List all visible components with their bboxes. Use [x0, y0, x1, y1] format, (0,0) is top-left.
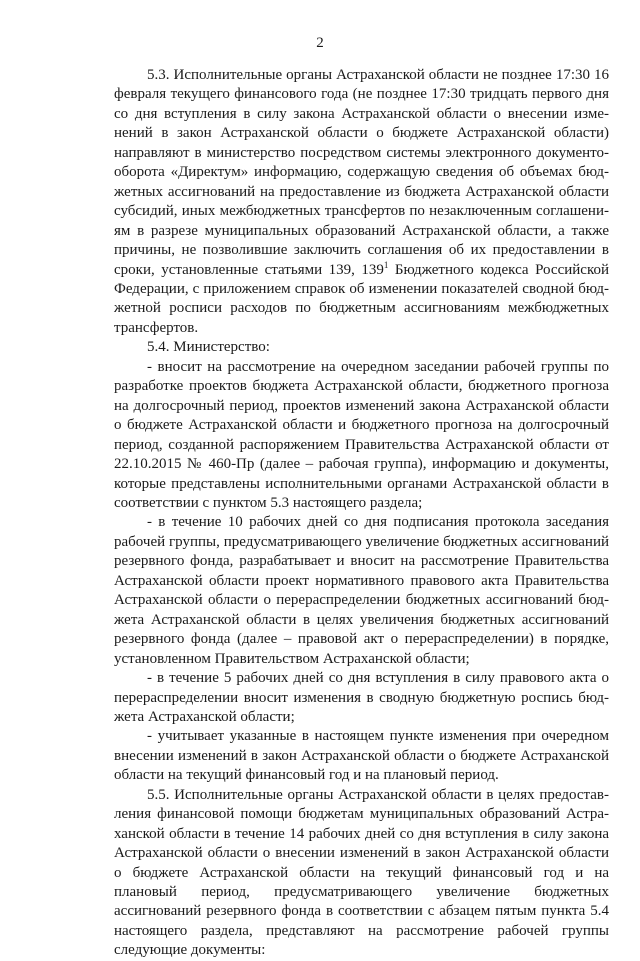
paragraph-5-4-item-budget-schedule: - в течение 5 рабочих дней со дня вступления в силу правового акта о перераспределении вносит изменения в сводную бюджетную роспись бюджета Астраханской области; [114, 670, 609, 725]
article-superscript: 1 [383, 259, 389, 270]
paragraph-5-3 [114, 66, 609, 338]
page-number: 2 [316, 35, 324, 51]
document-body [114, 66, 609, 961]
paragraph-5-4-item-submit: - вносит на рассмотрение на очередном заседании рабочей группы по разработке проектов бюджета Астраханской области, бюджетного прогноза на долгосрочный период, проектов изменений закона Астраханской области о бюджете Астраханской области и бюджетного прогноза на долгосрочный период, созданной распоряжением Правительства Астраханской области от 22.10.2015 № 460-Пр (далее – рабочая группа), информацию и документы, которые представлены исполнительными органами Астраханской области в соответствии с пунктом 5.3 настоящего раздела; [114, 358, 609, 511]
paragraph-5-4-item-law-changes: - учитывает указанные в настоящем пункте изменения при очередном внесении изменений в закон Астраханской области о бюджете Астраханской области на текущий финансовый год и на плановый период. [114, 728, 609, 784]
paragraph-5-3-text-continued: Бюджетного кодекса Российской Федерации, с приложением справок об изменении показателей сводной бюджетной росписи расходов по бюджетным ассигнованиям межбюджетных трансфертов. [114, 261, 610, 336]
paragraph-5-3-text: 5.3. Исполнительные органы Астраханской области не позднее 17:30 16 февраля текущего финансового года (не позднее 17:30 тридцать первого дня со дня вступления в силу закона Астраханской области о внесении изменений в закон Астраханской области о бюджете Астраханской области) направляют в министерство посредством системы электронного документооборота «Директум» информацию, содержащую сведения об объемах бюджетных ассигнований на предоставление из бюджета Астраханской области субсидий, иных межбюджетных трансфертов по незаключенным соглашениям в разрезе муниципальных образований Астраханской области, а также причины, не позволившие заключить соглашения об их предоставлении в сроки, установленные статьями 139, 139 [114, 67, 609, 278]
paragraph-5-4-heading: 5.4. Министерство: [147, 339, 270, 356]
paragraph-5-5: 5.5. Исполнительные органы Астраханской области в целях предоставления финансовой помощи бюджетам муниципальных образований Астраханской области в течение 14 рабочих дней со дня вступления в силу закона Астраханской области о внесении изменений в закон Астраханской области о бюджете Астраханской области на текущий финансовый год и на плановый период, предусматривающего увеличение бюджетных ассигнований резервного фонда в соответствии с абзацем пятым пункта 5.4 настоящего раздела, представляют на рассмотрение рабочей группы следующие документы: [114, 786, 609, 959]
paragraph-5-4-item-draft-act: - в течение 10 рабочих дней со дня подписания протокола заседания рабочей группы, предусматривающего увеличение бюджетных ассигнований резервного фонда, разрабатывает и вносит на рассмотрение Правительства Астраханской области проект нормативного правового акта Правительства Астраханской области о перераспределении бюджетных ассигнований бюджета Астраханской области в целях увеличения бюджетных ассигнований резервного фонда (далее – правовой акт о перераспределении) в порядке, установленном Правительством Астраханской области; [114, 514, 609, 667]
